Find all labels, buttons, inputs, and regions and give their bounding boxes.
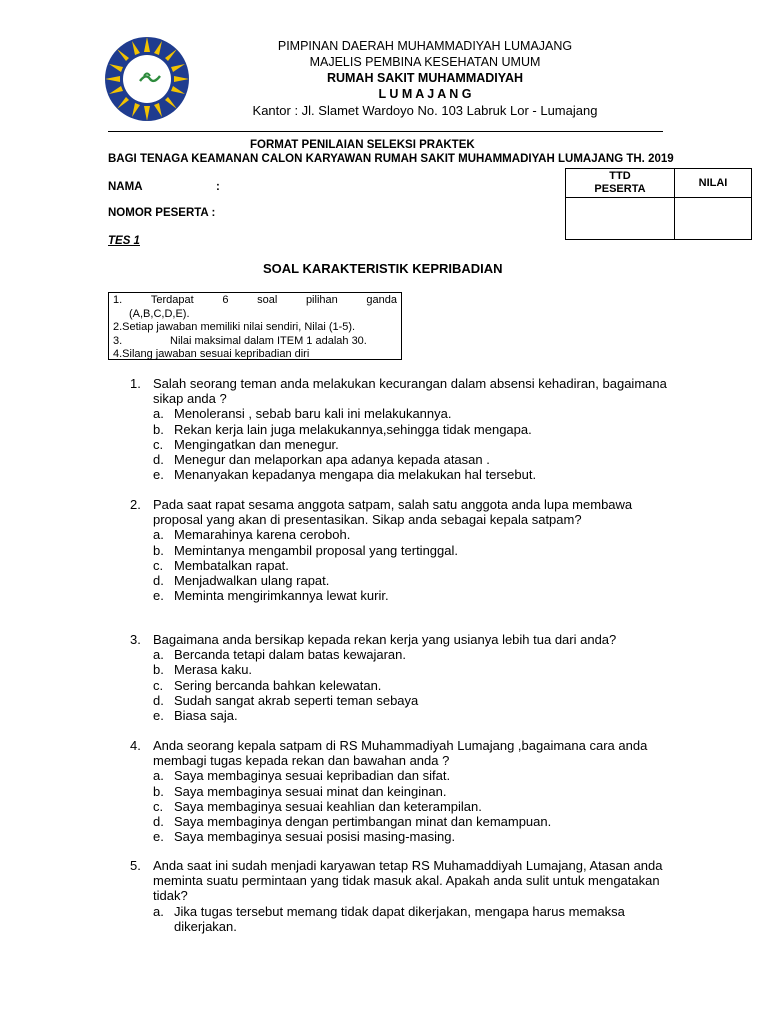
- header-line-2: MAJELIS PEMBINA KESEHATAN UMUM: [309, 55, 541, 69]
- question-3: [130, 632, 710, 723]
- nilai-header: NILAI: [675, 169, 752, 198]
- option-a[interactable]: a. Memarahinya karena ceroboh.: [153, 527, 351, 543]
- option-a[interactable]: a. Jika tugas tersebut memang tidak dapat dikerjakan, mengapa harus memaksa dikerjakan.: [153, 903, 625, 934]
- option-a[interactable]: a. Saya membaginya sesuai kepribadian dan sifat.: [153, 768, 451, 784]
- question-number: 5.: [130, 858, 141, 873]
- section-title: SOAL KARAKTERISTIK KEPRIBADIAN: [263, 261, 503, 276]
- option-c[interactable]: c. Mengingatkan dan menegur.: [153, 436, 339, 452]
- header-address: Kantor : Jl. Slamet Wardoyo No. 103 Labruk Lor - Lumajang: [252, 103, 598, 118]
- question-text: Anda seorang kepala satpam di RS Muhammadiyah Lumajang ,bagaimana cara anda membagi tugas kepada rekan dan bawahan anda ?: [153, 738, 648, 769]
- question-number: 3.: [130, 632, 141, 647]
- option-d[interactable]: d. Menjadwalkan ulang rapat.: [153, 573, 330, 589]
- question-text: Pada saat rapat sesama anggota satpam, salah satu anggota anda lupa membawa proposal yang akan di presentasikan. Sikap anda sebagai kepala satpam?: [153, 497, 633, 528]
- header-line-4: L U M A J A N G: [378, 87, 472, 101]
- option-c[interactable]: c. Saya membaginya sesuai keahlian dan keterampilan.: [153, 798, 482, 814]
- question-4: [130, 738, 710, 844]
- option-d[interactable]: d. Sudah sangat akrab seperti teman sebaya: [153, 692, 419, 708]
- option-a[interactable]: a. Menoleransi , sebab baru kali ini melakukannya.: [153, 406, 452, 422]
- ttd-peserta-header: TTD PESERTA: [566, 169, 675, 198]
- instruction-1-cont: (A,B,C,D,E).: [129, 307, 190, 320]
- question-number: 1.: [130, 376, 141, 391]
- nomor-peserta-label: NOMOR PESERTA :: [108, 207, 216, 219]
- header-divider: [108, 131, 663, 132]
- option-d[interactable]: d. Saya membaginya dengan pertimbangan minat dan kemampuan.: [153, 814, 552, 830]
- question-text: Salah seorang teman anda melakukan kecurangan dalam absensi kehadiran, bagaimana sikap anda ?: [153, 376, 667, 407]
- option-e[interactable]: e. Menanyakan kepadanya mengapa dia melakukan hal tersebut.: [153, 467, 537, 483]
- question-5: [130, 858, 710, 934]
- instructions-box: [108, 292, 402, 360]
- option-b[interactable]: b. Merasa kaku.: [153, 662, 253, 678]
- option-d[interactable]: d. Menegur dan melaporkan apa adanya kepada atasan .: [153, 452, 490, 468]
- option-c[interactable]: c. Sering bercanda bahkan kelewatan.: [153, 677, 382, 693]
- nilai-cell[interactable]: [675, 198, 752, 240]
- option-e[interactable]: e. Meminta mengirimkannya lewat kurir.: [153, 588, 389, 604]
- instruction-2: 2.Setiap jawaban memiliki nilai sendiri, Nilai (1-5).: [113, 321, 356, 333]
- nama-colon: :: [216, 181, 220, 193]
- question-2: [130, 497, 710, 603]
- question-1: [130, 376, 710, 482]
- option-b[interactable]: b. Saya membaginya sesuai minat dan keinginan.: [153, 783, 447, 799]
- question-number: 2.: [130, 497, 141, 512]
- option-c[interactable]: c. Membatalkan rapat.: [153, 557, 289, 573]
- tes-label: TES 1: [108, 235, 140, 247]
- question-text: Anda saat ini sudah menjadi karyawan tetap RS Muhamaddiyah Lumajang, Atasan anda meminta suatu permintaan yang tidak masuk akal. Apakah anda sulit untuk mengatakan tidak?: [153, 858, 663, 904]
- option-e[interactable]: e. Saya membaginya sesuai posisi masing-masing.: [153, 829, 456, 845]
- option-e[interactable]: e. Biasa saja.: [153, 708, 238, 724]
- instruction-4: 4.Silang jawaban sesuai kepribadian diri: [113, 348, 310, 360]
- form-subtitle: BAGI TENAGA KEAMANAN CALON KARYAWAN RUMAH SAKIT MUHAMMADIYAH LUMAJANG TH. 2019: [108, 153, 674, 165]
- instruction-1: 1. Terdapat 6 soal pilihan ganda: [113, 294, 397, 306]
- score-table: [565, 168, 752, 240]
- header-line-1: PIMPINAN DAERAH MUHAMMADIYAH LUMAJANG: [277, 39, 573, 53]
- option-b[interactable]: b. Memintanya mengambil proposal yang tertinggal.: [153, 542, 458, 558]
- option-a[interactable]: a. Bercanda tetapi dalam batas kewajaran.: [153, 647, 406, 663]
- ttd-peserta-cell[interactable]: [566, 198, 675, 240]
- question-number: 4.: [130, 738, 141, 753]
- instruction-3: 3. Nilai maksimal dalam ITEM 1 adalah 30.: [113, 334, 367, 347]
- nama-label: NAMA: [108, 181, 143, 193]
- header-line-3: RUMAH SAKIT MUHAMMADIYAH: [326, 71, 524, 85]
- form-title: FORMAT PENILAIAN SELEKSI PRAKTEK: [250, 139, 475, 151]
- option-b[interactable]: b. Rekan kerja lain juga melakukannya,sehingga tidak mengapa.: [153, 421, 532, 437]
- question-text: Bagaimana anda bersikap kepada rekan kerja yang usianya lebih tua dari anda?: [153, 632, 617, 647]
